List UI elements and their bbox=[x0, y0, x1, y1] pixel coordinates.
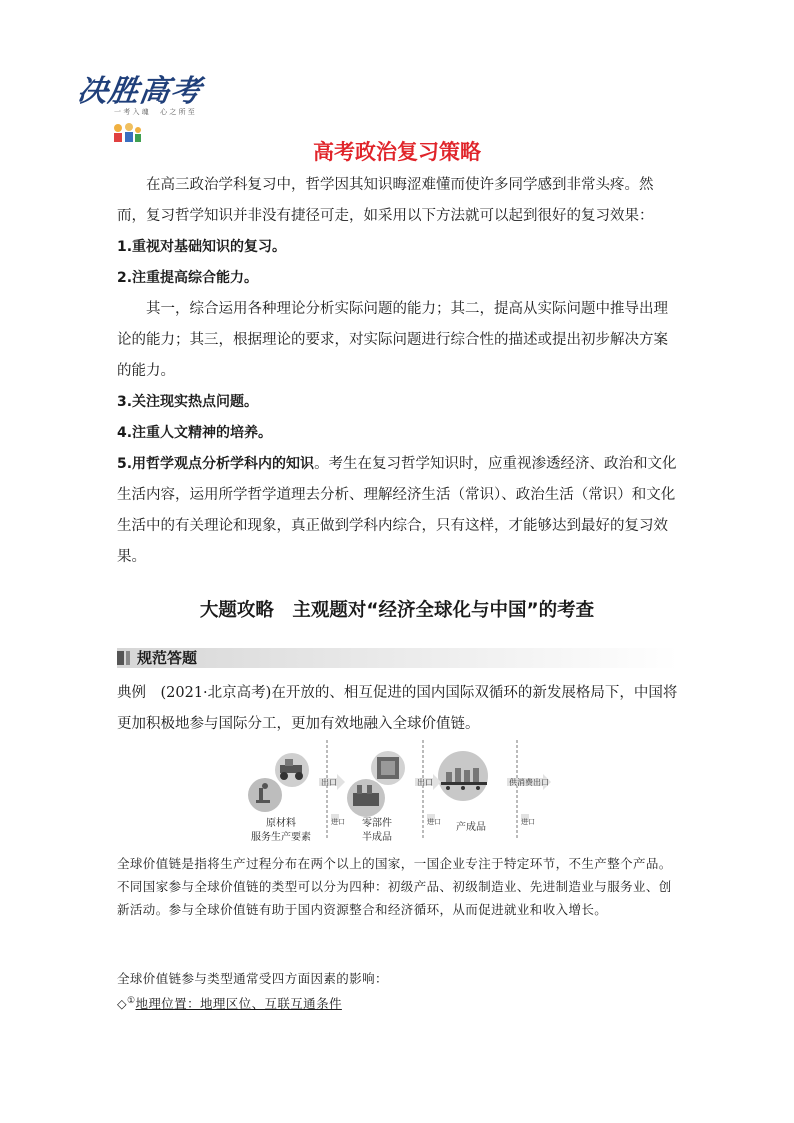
section-label: 规范答题 bbox=[137, 649, 198, 667]
export-label-2: 出口 bbox=[417, 778, 433, 787]
factory-icon bbox=[347, 779, 385, 817]
item-1: 1.重视对基础知识的复习。 bbox=[117, 239, 287, 255]
component-icon bbox=[371, 751, 405, 785]
tractor-icon bbox=[275, 753, 309, 787]
material-paragraph-2: 全球价值链参与类型通常受四方面因素的影响： bbox=[117, 971, 388, 986]
item-5-body: 。考生在复习哲学知识时，应重视渗透经济、政治和文化生活内容，运用所学哲学道理去分析、理解经济生活（常识）、政治生活（常识）和文化生活中的有关理论和现象，真正做到学科内综合，只有这样，才能够达到最好的复习效果。 bbox=[117, 456, 677, 565]
stage-2-label-b: 半成品 bbox=[362, 832, 392, 843]
stage-1-label-a: 原材料 bbox=[266, 818, 296, 829]
item-2-body: 其一，综合运用各种理论分析实际问题的能力；其二，提高从实际问题中推导出理论的能力；其三，根据理论的要求，对实际问题进行综合性的描述或提出初步解决方案的能力。 bbox=[117, 301, 668, 379]
logo bbox=[75, 60, 208, 145]
example-paragraph: 典例 (2021·北京高考)在开放的、相互促进的国内国际双循环的新发展格局下，中国将更加积极地参与国际分工，更加有效地融入全球价值链。 bbox=[117, 685, 678, 732]
import-label-3: 进口 bbox=[521, 818, 535, 826]
logo-subtitle: 一 考 入 魂 心 之 所 至 bbox=[114, 108, 195, 116]
section-bar-block-icon bbox=[126, 651, 130, 665]
export-label-3: 供消费出口 bbox=[509, 778, 549, 787]
diamond-icon: ◇ bbox=[117, 996, 128, 1012]
item-5 bbox=[117, 449, 679, 573]
stage-1-label-b: 服务生产要素 bbox=[251, 832, 311, 843]
circled-number: ① bbox=[127, 996, 136, 1006]
export-label-1: 出口 bbox=[321, 778, 337, 787]
logo-text: 决胜高考 bbox=[75, 74, 204, 109]
stage-3-label: 产成品 bbox=[456, 822, 486, 833]
product-line-icon bbox=[438, 751, 488, 801]
material-paragraph-3 bbox=[117, 990, 679, 1015]
item-5-heading: 5.用哲学观点分析学科内的知识 bbox=[117, 456, 315, 472]
material-paragraph-1: 全球价值链是指将生产过程分布在两个以上的国家，一国企业专注于特定环节，不生产整个产品。不同国家参与全球价值链的类型可以分为四种：初级产品、初级制造业、先进制造业与服务业、创新活动。参与全球价值链有助于国内资源整合和经济循环，从而促进就业和收入增长。 bbox=[117, 856, 672, 917]
stage-2-label-a: 零部件 bbox=[362, 818, 392, 829]
section-title: 大题攻略 主观题对“经济全球化与中国”的考查 bbox=[199, 600, 595, 621]
section-label-bar bbox=[117, 648, 679, 668]
import-label-1: 进口 bbox=[331, 818, 345, 826]
section-bar-block-icon bbox=[117, 651, 124, 665]
intro-paragraph: 在高三政治学科复习中，哲学因其知识晦涩难懂而使许多同学感到非常头疼。然而，复习哲学知识并非没有捷径可走，如采用以下方法就可以起到很好的复习效果： bbox=[117, 177, 654, 224]
material-3-text: 地理位置：地理区位、互联互通条件 bbox=[135, 996, 342, 1012]
item-3: 3.关注现实热点问题。 bbox=[117, 394, 259, 410]
raw-material-icon bbox=[248, 778, 282, 812]
page-title: 高考政治复习策略 bbox=[313, 140, 481, 164]
item-2: 2.注重提高综合能力。 bbox=[117, 270, 259, 286]
value-chain-diagram bbox=[245, 738, 565, 846]
import-label-2: 进口 bbox=[427, 818, 441, 826]
item-4: 4.注重人文精神的培养。 bbox=[117, 425, 273, 441]
